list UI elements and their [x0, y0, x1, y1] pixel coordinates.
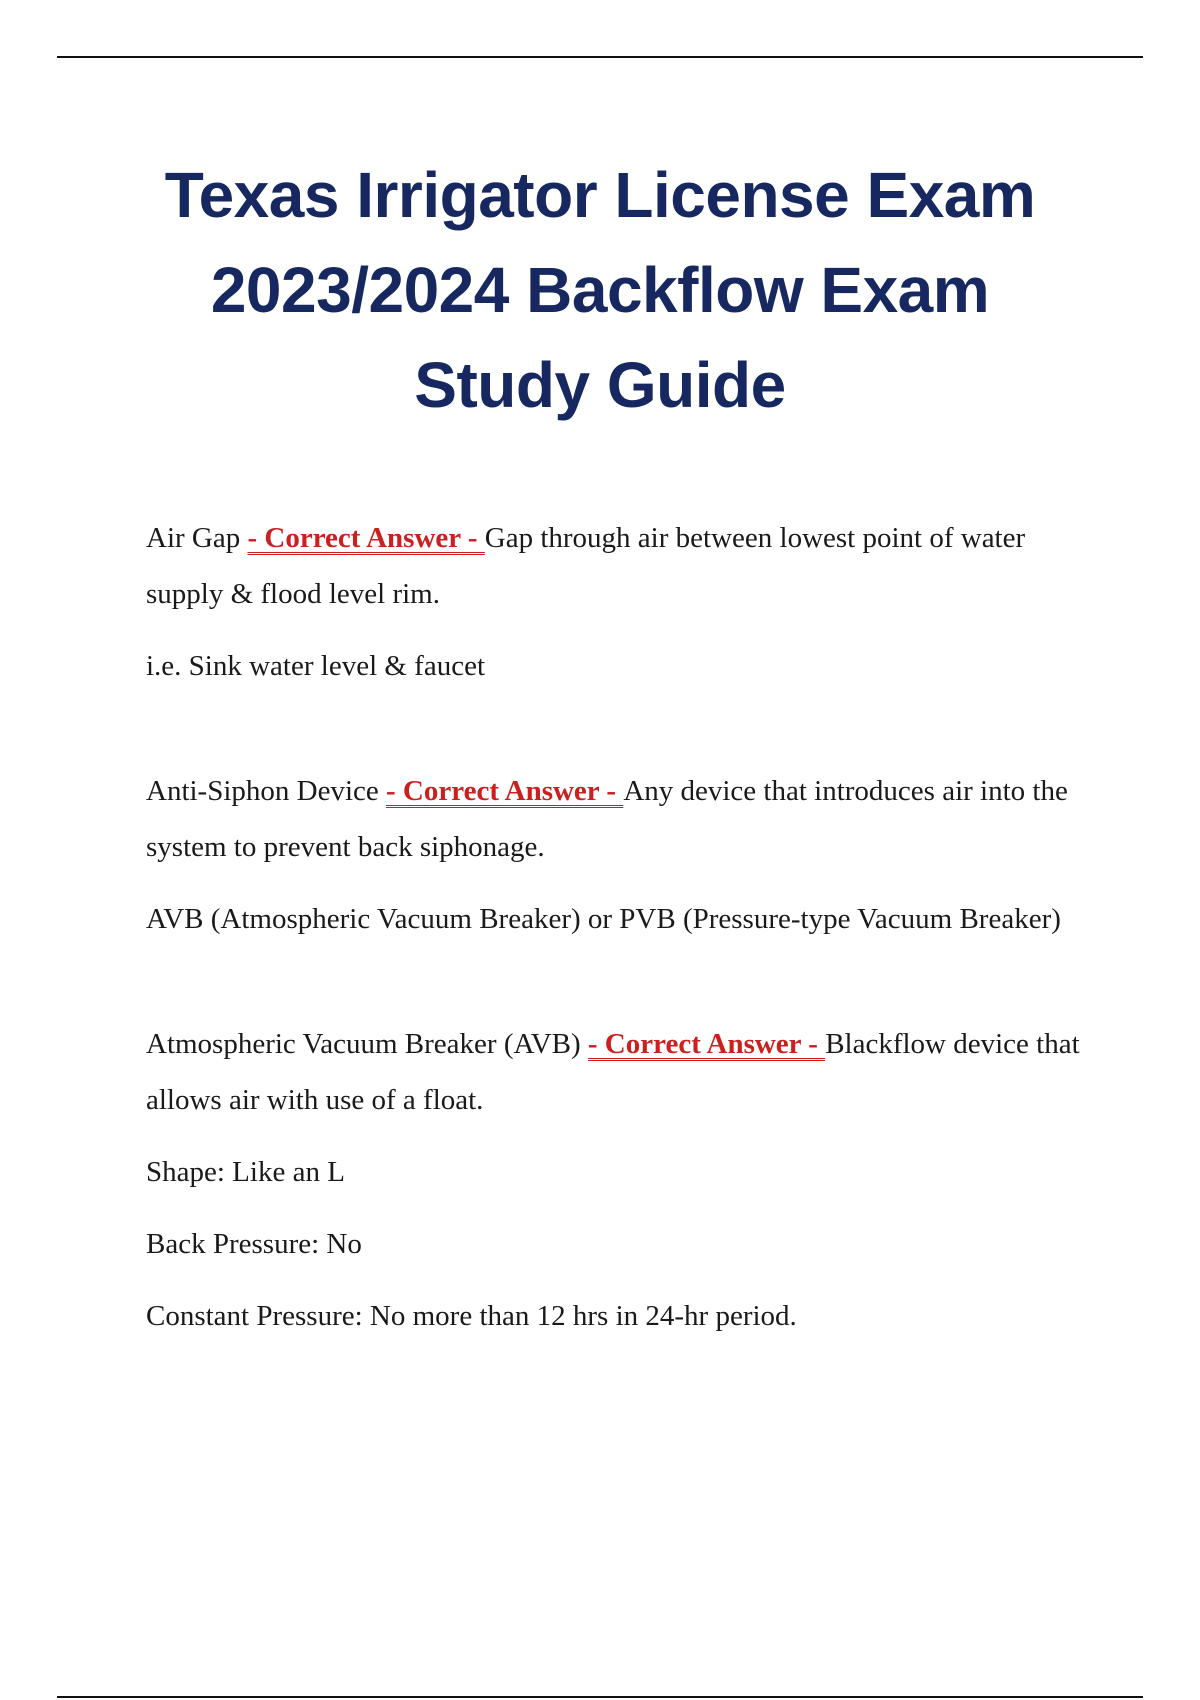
note: i.e. Sink water level & faucet — [146, 650, 486, 682]
title-line-1: Texas Irrigator License Exam — [164, 159, 1036, 231]
term: Atmospheric Vacuum Breaker (AVB) — [146, 1028, 588, 1060]
term: Anti-Siphon Device — [146, 775, 387, 807]
title-line-3: Study Guide — [414, 349, 786, 421]
correct-answer-tag: - Correct Answer - — [386, 775, 624, 807]
qa-entry-air-gap — [146, 510, 1086, 694]
qa-lead — [146, 1016, 1086, 1128]
correct-answer-tag: - Correct Answer - — [587, 1028, 826, 1060]
correct-answer-tag: - Correct Answer - — [247, 522, 485, 554]
note: Constant Pressure: No more than 12 hrs in 24-hr period. — [146, 1300, 797, 1332]
qa-lead — [146, 763, 1086, 875]
qa-entry-anti-siphon-device — [146, 763, 1086, 947]
definition: Gap through air between lowest point of water supply & flood level rim. — [146, 522, 1026, 610]
title-line-2: 2023/2024 Backflow Exam — [210, 254, 990, 326]
definition: Any device that introduces air into the system to prevent back siphonage. — [146, 775, 1068, 863]
qa-lead — [146, 510, 1086, 622]
note: Shape: Like an L — [146, 1156, 345, 1188]
term: Air Gap — [146, 522, 248, 554]
top-page-rule — [57, 56, 1143, 58]
note: AVB (Atmospheric Vacuum Breaker) or PVB (Pressure-type Vacuum Breaker) — [146, 903, 1061, 935]
bottom-page-rule — [57, 1696, 1143, 1698]
definition: Blackflow device that allows air with use of a float. — [146, 1028, 1080, 1116]
note: Back Pressure: No — [146, 1228, 362, 1260]
qa-entry-atmospheric-vacuum-breaker — [146, 1016, 1086, 1344]
document-title — [100, 148, 1100, 433]
qa-list — [146, 510, 1086, 1413]
